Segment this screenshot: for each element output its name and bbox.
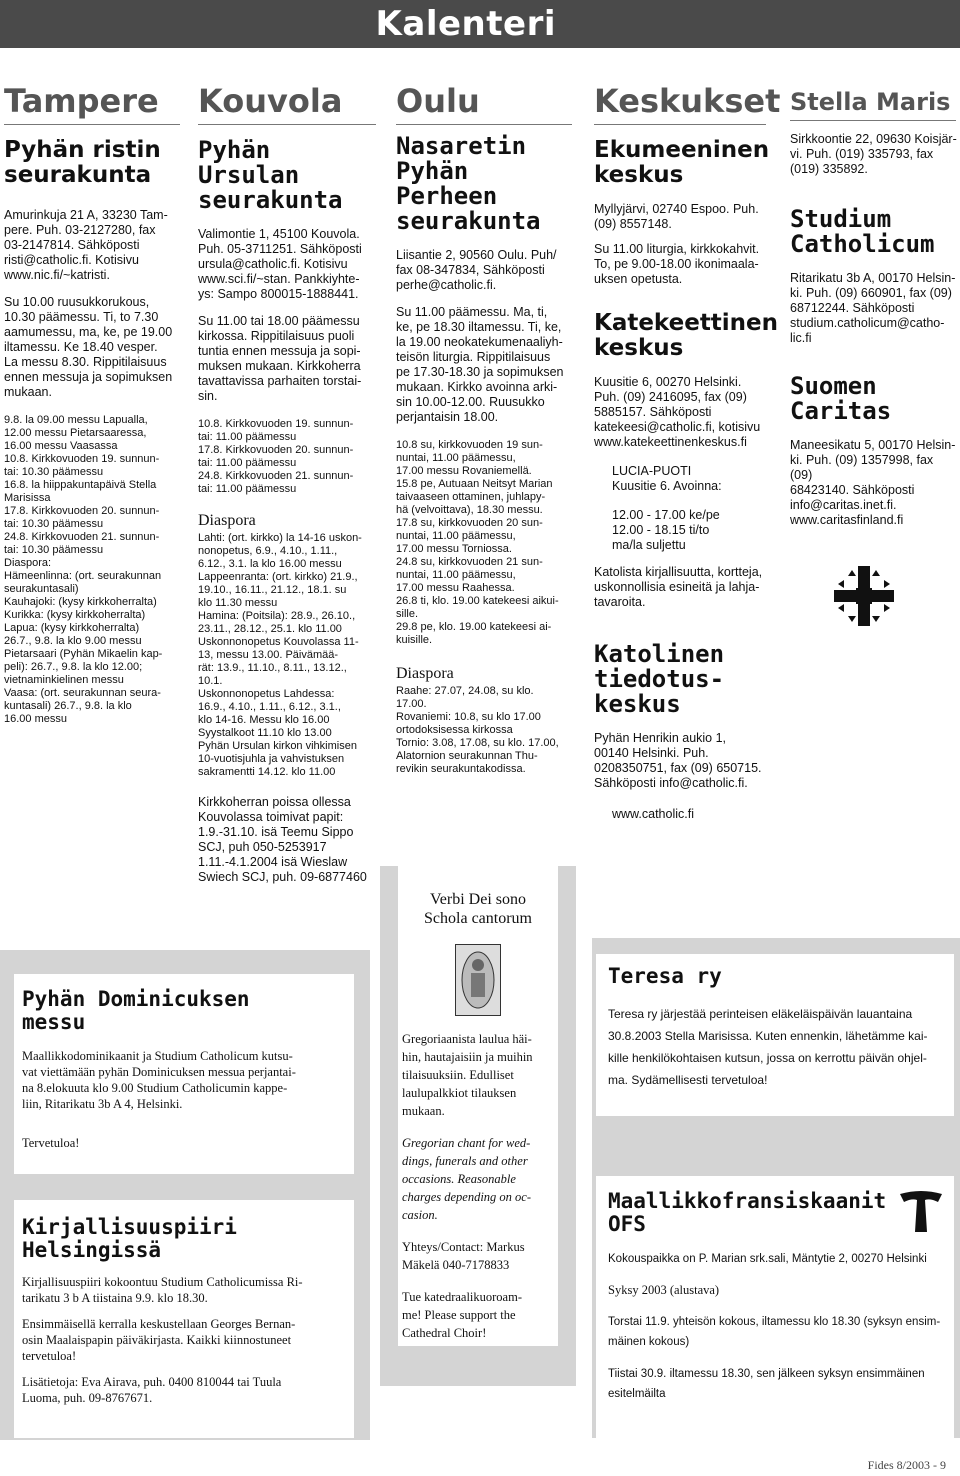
fransiskaanit-location: Kokouspaikka on P. Marian srk.sali, Mäntytie 2, 00270 Helsinki xyxy=(608,1253,927,1265)
dominicus-welcome: Tervetuloa! xyxy=(22,1136,80,1150)
lucia-hours: 12.00 - 17.00 ke/pe 12.00 - 18.15 ti/to ma/la suljettu xyxy=(612,508,720,552)
kouvola-diaspora-heading: Diaspora xyxy=(198,512,256,529)
kouvola-events: 10.8. Kirkkovuoden 19. sunnun- tai: 11.00 päämessu 17.8. Kirkkovuoden 20. sunnun- tai: 11.00 päämessu 24.8. Kirkkovuoden 21. sunnun- tai: 11.00 päämessu xyxy=(198,418,354,495)
tiedotuskeskus-title: Katolinen tiedotus- keskus xyxy=(594,640,725,718)
kouvola-parish-title: Pyhän Ursulan seurakunta xyxy=(198,136,343,214)
fransiskaanit-season: Syksy 2003 (alustava) xyxy=(608,1283,720,1297)
verbi-text-fi: Gregoriaanista laulua häi- hin, hautajaisiin ja muihin tilaisuuksiin. Edulliset laulupalkkiot tilauksen mukaan. xyxy=(402,1032,533,1118)
ekumeeninen-address: Myllyjärvi, 02740 Espoo. Puh. (09) 8557148. xyxy=(594,202,759,231)
katekeettinen-title: Katekeettinen keskus xyxy=(594,310,779,361)
fransiskaanit-event1: Torstai 11.9. yhteisön kokous, iltamessu klo 18.30 (syksyn ensim- mäinen kokous) xyxy=(608,1316,941,1348)
dominicus-title: Pyhän Dominicuksen messu xyxy=(22,987,250,1034)
kirjallisuus-text2: Ensimmäisellä kerralla keskustellaan Georges Bernan- osin Maalaispapin päiväkirjasta. Kaikki kiinnostuneet tervetuloa! xyxy=(22,1317,296,1363)
page-title: Kalenteri xyxy=(375,4,556,44)
teresa-title: Teresa ry xyxy=(608,964,722,988)
page-footer: Fides 8/2003 - 9 xyxy=(867,1458,946,1472)
lucia-description: Katolista kirjallisuutta, kortteja, uskonnollisia esineitä ja lahja- tavaroita. xyxy=(594,565,763,609)
kirjallisuus-title: Kirjallisuuspiiri Helsingissä xyxy=(22,1215,237,1262)
tiedotuskeskus-contact: Pyhän Henrikin aukio 1, 00140 Helsinki. Puh. 0208350751, fax (09) 650715. Sähköposti info@catholic.fi. xyxy=(594,731,762,790)
ekumeeninen-schedule: Su 11.00 liturgia, kirkkokahvit. To, pe 9.00-18.00 ikonimaala- uksen opetusta. xyxy=(594,242,760,286)
fransiskaanit-title: Maallikkofransiskaanit OFS xyxy=(608,1189,887,1236)
tau-cross-icon xyxy=(898,1188,944,1234)
caritas-title: Suomen Caritas xyxy=(790,372,892,425)
studium-text: Ritarikatu 3b A, 00170 Helsin- ki. Puh. (09) 660901, fax (09) 68712244. Sähköposti studium.catholicum@catho- lic.fi xyxy=(790,271,956,345)
fransiskaanit-event2: Tiistai 30.9. iltamessu 18.30, sen jälkeen syksyn ensimmäinen esitelmäilta xyxy=(608,1368,925,1400)
oulu-events: 10.8 su, kirkkovuoden 19 sun- nuntai, 11.00 päämessu, 17.00 messu Rovaniemellä. 15.8 pe, Autuaan Neitsyt Marian taivaaseen ottaminen, juhlapy- hä (velvoittava), 18.30 messu. 17.8 su, kirkkovuoden 20 sun- nuntai, 11.00 päämessu, 17.00 messu Torniossa. 24.8 su, kirkkovuoden 21 sun- nuntai, 11.00 päämessu, 17.00 messu Raahessa. 26.8 ti, klo. 19.00 katekeesi aikui- sille. 29.8 pe, klo. 19.00 katekeesi ai- kuisille. xyxy=(396,439,559,646)
dominicus-text: Maallikkodominikaanit ja Studium Catholicum kutsu- vat viettämään pyhän Dominicuksen messua perjantai- na 8.elokuuta klo 9.00 Studium Catholicumin kappe- liin, Ritarikatu 3b A 4, Helsinki. xyxy=(22,1049,296,1111)
teresa-text: Teresa ry järjestää perinteisen eläkeläispäivän lauantaina 30.8.2003 Stella Marisissa. Kuten ennenkin, lähetämme kai- kille henkilökohtaisen kutsun, jossa on kerrottu päivän ohjel- ma. Sydämellisesti tervetuloa! xyxy=(608,1007,928,1087)
caritas-text: Maneesikatu 5, 00170 Helsin- ki. Puh. (09) 1357998, fax (09) 68423140. Sähköposti info@caritas.inet.fi. www.caritasfinland.fi xyxy=(790,438,956,527)
keskukset-column xyxy=(594,137,779,822)
oulu-diaspora: Raahe: 27.07, 24.08, su klo. 17.00. Rovaniemi: 10.8, su klo 17.00 ortodoksisessa kirkossa Tornio: 3.08, 17.08, su klo. 17.00, Alatornion seurakunnan Thu- revikin seurakuntakodissa. xyxy=(396,685,559,775)
kirjallisuus-contact: Lisätietoja: Eva Airava, puh. 0400 810044 tai Tuula Luoma, puh. 09-8767671. xyxy=(22,1375,282,1405)
oulu-parish-title: Nasaretin Pyhän Perheen seurakunta xyxy=(396,132,541,235)
oulu-schedule: Su 11.00 päämessu. Ma, ti, ke, pe 18.30 iltamessu. Ti, ke, la 19.00 neokatekumenaaliyh- teisön liturgia. Rippitilaisuus pe 17.30-18.30 ja sopimuksen mukaan. Kirkko avoinna arki- sin 10.00-12.00. Ruusukko perjantaisin 18.00. xyxy=(396,305,564,424)
oulu-contact: Liisantie 2, 90560 Oulu. Puh/ fax 08-347834, Sähköposti perhe@catholic.fi. xyxy=(396,248,557,292)
teresa-box xyxy=(596,954,954,1116)
kouvola-notice: Kirkkoherran poissa ollessa Kouvolassa toimivat papit: 1.9.-31.10. isä Teemu Sippo SCJ, puh 050-5253917 1.11.-4.1.2004 isä Wieslaw Swiech SCJ, puh. 09-6877460 xyxy=(198,795,367,884)
verbi-text xyxy=(402,1030,558,1342)
dominicus-box xyxy=(14,974,354,1174)
verbi-title: Verbi Dei sono Schola cantorum xyxy=(424,891,532,927)
tiedotuskeskus-url: www.catholic.fi xyxy=(612,807,694,821)
kirjallisuus-text: Kirjallisuuspiiri kokoontuu Studium Catholicumissa Ri- tarikatu 3 b A tiistaina 9.9. klo 18.30. xyxy=(22,1275,303,1305)
ekumeeninen-title: Ekumeeninen keskus xyxy=(594,137,770,188)
tampere-parish-title: Pyhän ristin seurakunta xyxy=(4,137,161,188)
oulu-diaspora-heading: Diaspora xyxy=(396,665,454,682)
katekeettinen-contact: Kuusitie 6, 00270 Helsinki. Puh. (09) 2416095, fax (09) 5885157. Sähköposti katekeesi@catholic.fi, kotisivu www.katekeettinenkeskus.fi xyxy=(594,375,761,449)
tampere-contact: Amurinkuja 21 A, 33230 Tam- pere. Puh. 03-2127280, fax 03-2147814. Sähköposti risti@catholic.fi. Kotisivu www.nic.fi/~katristi. xyxy=(4,208,168,282)
stella-heading: Stella Maris xyxy=(790,88,956,121)
oulu-column xyxy=(396,134,574,776)
stella-text: Sirkkoontie 22, 09630 Koisjär- vi. Puh. (019) 335793, fax (019) 335892. xyxy=(790,132,957,176)
header-banner xyxy=(0,0,960,48)
kirjallisuus-box xyxy=(14,1200,354,1438)
tampere-column xyxy=(4,138,180,726)
tampere-heading: Tampere xyxy=(4,82,180,125)
kouvola-schedule: Su 11.00 tai 18.00 päämessu kirkossa. Rippitilaisuus puoli tuntia ennen messuja ja sopi- muksen mukaan. Kirkkoherra tavattavissa parhaiten torstai- sin. xyxy=(198,314,362,403)
oulu-heading: Oulu xyxy=(396,82,572,125)
choir-seal-image xyxy=(455,944,501,1016)
fransiskaanit-box xyxy=(596,1176,954,1438)
kouvola-column xyxy=(198,138,378,885)
kouvola-diaspora: Lahti: (ort. kirkko) la 14-16 uskon- nonopetus, 6.9., 4.10., 1.11., 6.12., 3.1. la klo 16.00 messu Lappeenranta: (ort. kirkko) 21.9., 19.10., 16.11., 21.12., 18.1. su klo 11.30 messu Hamina: (Poitsila): 28.9., 26.10., 23.11., 28.12., 25.1. klo 11.00 Uskonnonopetus Kouvolassa 11- 13, messu 13.00. Päivämää- rät: 13.9., 11.10., 8.11., 13.12., 10.1. Uskonnonopetus Lahdessa: 16.9., 4.10., 1.11., 6.12., 3.1., klo 14-16. Messu klo 16.00 Syystalkoot 11.10 klo 13.00 Pyhän Ursulan kirkon vihkimisen 10-vuotisjuhla ja vahvistuksen sakramentti 14.12. klo 11.00 xyxy=(198,532,362,778)
tampere-events: 9.8. la 09.00 messu Lapualla, 12.00 messu Pietarsaaressa, 16.00 messu Vaasassa 10.8. Kirkkovuoden 19. sunnun- tai: 10.30 päämessu 16.8. la hiippakuntapäivä Stella Marisissa 17.8. Kirkkovuoden 20. sunnun- tai: 10.30 päämessu 24.8. Kirkkovuoden 21. sunnun- tai: 10.30 päämessu Diaspora: Hämeenlinna: (ort. seurakunnan seurakuntasali) Kauhajoki: (kysy kirkkoherralta) Kurikka: (kysy kirkkoherralta) Lapua: (kysy kirkkoherralta) 26.7., 9.8. la klo 9.00 messu Pietarsaari (Pyhän Mikaelin kap- peli): 26.7., 9.8. la klo 12.00; vietnaminkielinen messu Vaasa: (ort. seurakunnan seura- kuntasali) 26.7., 9.8. la klo 16.00 messu xyxy=(4,414,163,725)
verbi-support: Tue katedraalikuoroam- me! Please support the Cathedral Choir! xyxy=(402,1290,522,1340)
lucia-puoti: LUCIA-PUOTI Kuusitie 6. Avoinna: xyxy=(612,464,722,493)
verbi-text-en: Gregorian chant for wed- dings, funerals and other occasions. Reasonable charges depending on oc- casion. xyxy=(402,1136,532,1222)
tampere-schedule: Su 10.00 ruusukkorukous, 10.30 päämessu. Ti, to 7.30 aamumessu, ma, ke, pe 19.00 iltamessu. Ke 18.40 vesper. La messu 8.30. Rippitilaisuus ennen messuja ja sopimuksen mukaan. xyxy=(4,295,173,399)
kouvola-contact: Valimontie 1, 45100 Kouvola. Puh. 05-3711251. Sähköposti ursula@catholic.fi. Kotisivu www.sci.fi/~stan. Pankkiyhte- ys: Sampo 800015-1888441. xyxy=(198,227,362,301)
stella-column xyxy=(790,132,958,628)
kouvola-heading: Kouvola xyxy=(198,82,376,125)
caritas-cross-icon xyxy=(832,564,896,628)
studium-title: Studium Catholicum xyxy=(790,205,935,258)
verbi-contact: Yhteys/Contact: Markus Mäkelä 040-7178833 xyxy=(402,1240,525,1272)
keskukset-heading: Keskukset xyxy=(594,82,766,125)
